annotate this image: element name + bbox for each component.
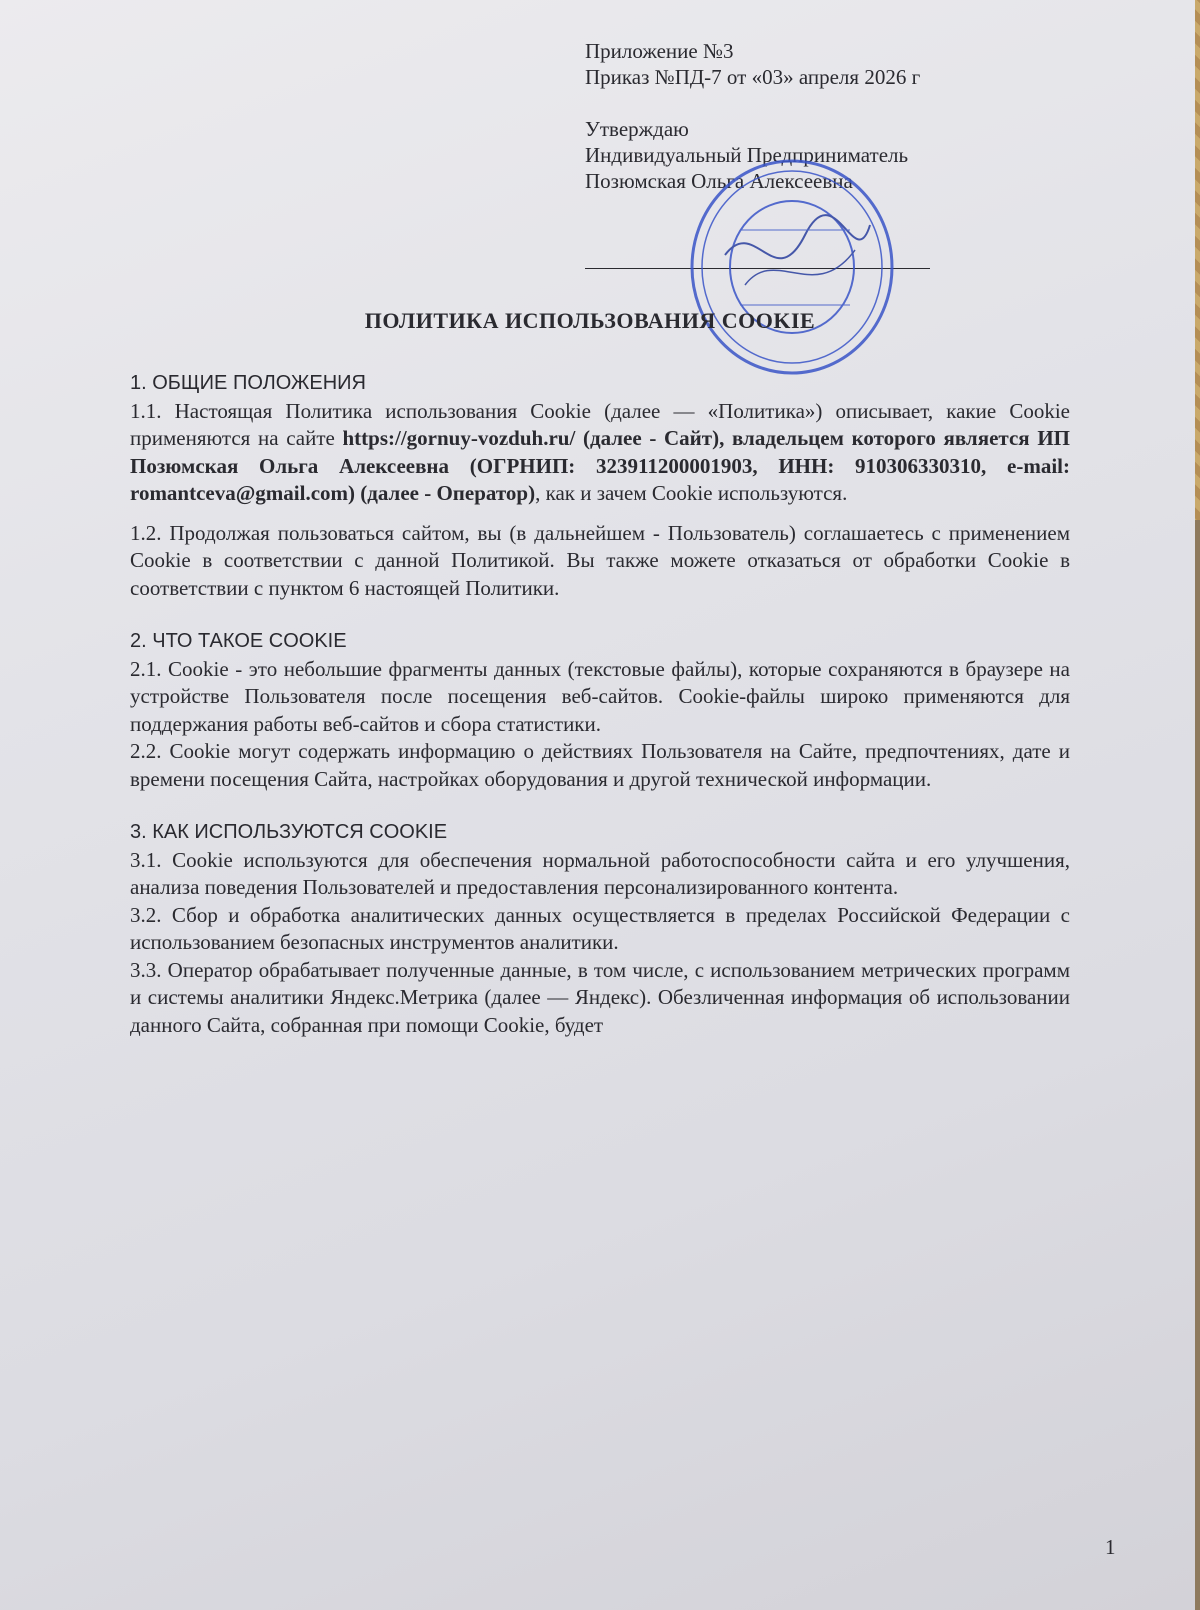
paragraph-2-1: 2.1. Cookie - это небольшие фрагменты данных (текстовые файлы), которые сохраняются в браузере на устройстве Пользователя после посещения веб-сайтов. Cookie-файлы широко применяются для поддержания работы веб-сайтов и сбора статистики.	[130, 656, 1070, 736]
paragraph-2-2: 2.2. Cookie могут содержать информацию о действиях Пользователя на Сайте, предпочтениях, дате и времени посещения Сайта, настройках оборудования и другой технической информации.	[130, 739, 1070, 791]
section-1-heading: 1. ОБЩИЕ ПОЛОЖЕНИЯ	[130, 372, 366, 394]
paragraph-3-2: 3.2. Сбор и обработка аналитических данных осуществляется в пределах Российской Федерации с использованием безопасных инструментов аналитики.	[130, 902, 1070, 954]
paragraph-1-2: 1.2. Продолжая пользоваться сайтом, вы (в дальнейшем - Пользователь) соглашаетесь с применением Cookie в соответствии с данной Политикой. Вы также можете отказаться от обработки Cookie в соответствии с пунктом 6 настоящей Политики.	[130, 520, 1070, 600]
document-title: ПОЛИТИКА ИСПОЛЬЗОВАНИЯ COOKIE	[364, 308, 816, 333]
paragraph-3-3: 3.3. Оператор обрабатывает полученные данные, в том числе, с использованием метрических программ и системы аналитики Яндекс.Метрика (далее — Яндекс). Обезличенная информация об использовании данного Сайта, собранная при помощи Cookie, будет	[130, 957, 1070, 1037]
section-2-heading: 2. ЧТО ТАКОЕ COOKIE	[130, 630, 347, 652]
name-line: Позюмская Ольга Алексеевна	[585, 169, 853, 193]
position-line: Индивидуальный Предприниматель	[585, 143, 909, 167]
section-3-heading: 3. КАК ИСПОЛЬЗУЮТСЯ COOKIE	[130, 821, 448, 843]
document-body	[130, 370, 1070, 1039]
seal-stamp	[685, 155, 900, 380]
approve-line: Утверждаю	[585, 117, 689, 141]
paragraph-1-1: 1.1. Настоящая Политика использования Cookie (далее — «Политика») описывает, какие Cookie применяются на сайте https://gornuy-vozduh.ru/ (далее - Сайт), владельцем которого является ИП Позюмская Ольга Алексеевна (ОГРНИП: 323911200001903, ИНН: 910306330310, e-mail: romantceva@gmail.com) (далее - Оператор), как и зачем Cookie используются.	[130, 398, 1070, 505]
paragraph-3-1: 3.1. Cookie используются для обеспечения нормальной работоспособности сайта и его улучшения, анализа поведения Пользователей и предоставления персонализированного контента.	[130, 847, 1070, 899]
order-line: Приказ №ПД-7 от «03» апреля 2026 г	[585, 65, 921, 89]
appendix-line: Приложение №3	[585, 39, 734, 63]
page-number: 1	[1105, 1535, 1116, 1559]
